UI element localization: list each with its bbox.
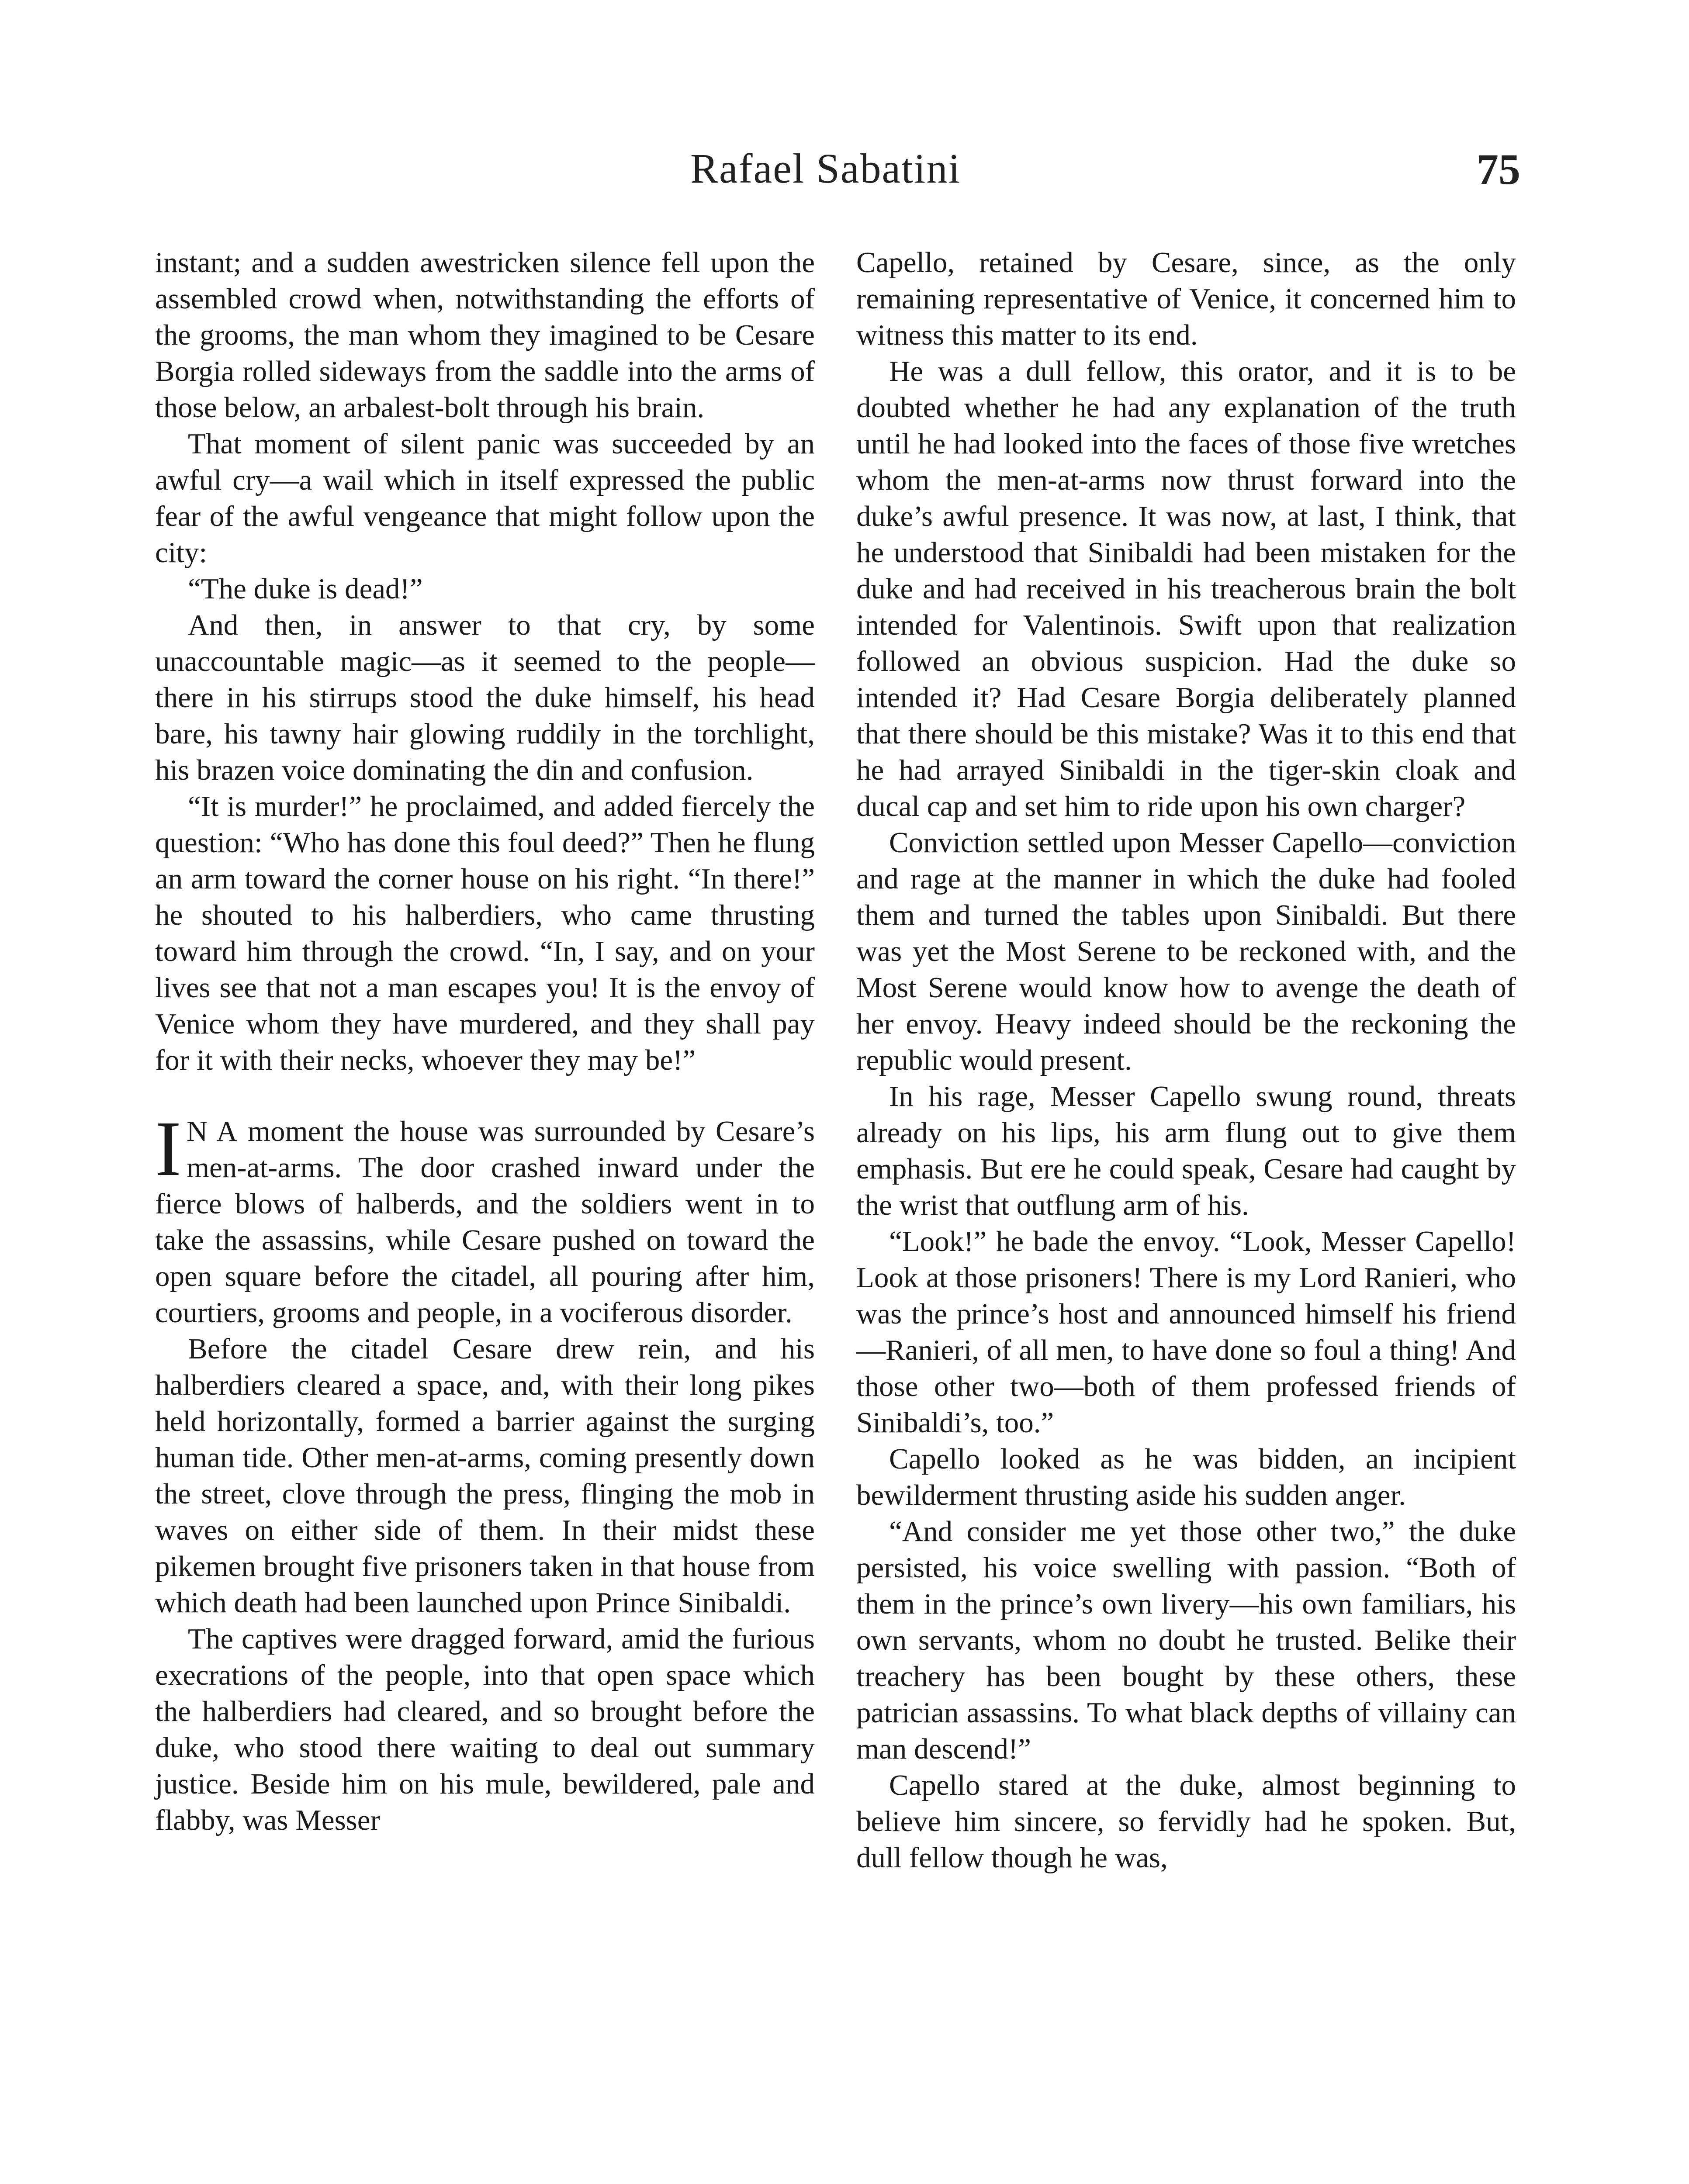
paragraph: That moment of silent panic was succeeded by an awful cry—a wail which in itself expressed the public fear of the awful vengeance that might follow upon the city: — [155, 428, 815, 569]
paragraph: In his rage, Messer Capello swung round, threats already on his lips, his arm flung out to give them emphasis. But ere he could speak, Cesare had caught by the wrist that outflung arm of his. — [856, 1080, 1516, 1221]
right-column — [856, 245, 1516, 1876]
paragraph: “Look!” he bade the envoy. “Look, Messer Capello! Look at those prisoners! There is my Lord Ranieri, who was the prince’s host and announced himself his friend—Ranieri, of all men, to have done so foul a thing! And those other two—both of them professed friends of Sinibaldi’s, too.” — [856, 1225, 1516, 1439]
page-number: 75 — [1477, 145, 1520, 194]
running-head: Rafael Sabatini — [690, 145, 961, 192]
paragraph: And then, in answer to that cry, by some unaccountable magic—as it seemed to the people—there in his stirrups stood the duke himself, his head bare, his tawny hair glowing ruddily in the torchlight, his brazen voice dominating the din and confusion. — [155, 609, 815, 786]
paragraph: instant; and a sudden awestricken silence fell upon the assembled crowd when, notwithstanding the efforts of the grooms, the man whom they imagined to be Cesare Borgia rolled sideways from the saddle into the arms of those below, an arbalest-bolt through his brain. — [155, 246, 815, 424]
paragraph: “The duke is dead!” — [188, 573, 423, 605]
paragraph: The captives were dragged forward, amid the furious execrations of the people, into that open space which the halberdiers had cleared, and so brought before the duke, who stood there waiting to deal out summary justice. Beside him on his mule, bewildered, pale and flabby, was Messer — [155, 1623, 815, 1836]
paragraph: “And consider me yet those other two,” the duke persisted, his voice swelling with passion. “Both of them in the prince’s own livery—his own familiars, his own servants, whom no doubt he trusted. Belike their treachery has been bought by these others, these patrician assassins. To what black depths of villainy can man descend!” — [856, 1515, 1516, 1765]
paragraph: Capello looked as he was bidden, an incipient bewilderment thrusting aside his sudden anger. — [856, 1443, 1516, 1511]
paragraph: Conviction settled upon Messer Capello—conviction and rage at the manner in which the duke had fooled them and turned the tables upon Sinibaldi. But there was yet the Most Serene to be reckoned with, and the Most Serene would know how to avenge the death of her envoy. Heavy indeed should be the reckoning the republic would present. — [856, 826, 1516, 1076]
paragraph: Capello, retained by Cesare, since, as the only remaining representative of Venice, it concerned him to witness this matter to its end. — [856, 246, 1516, 351]
paragraph: “It is murder!” he proclaimed, and added fiercely the question: “Who has done this foul deed?” Then he flung an arm toward the corner house on his right. “In there!” he shouted to his halberdiers, who came thrusting toward him through the crowd. “In, I say, and on your lives see that not a man escapes you! It is the envoy of Venice whom they have murdered, and they shall pay for it with their necks, whoever they may be!” — [155, 790, 815, 1076]
section-start-paragraph — [155, 1105, 815, 1331]
paragraph: Capello stared at the duke, almost beginning to believe him sincere, so fervidly had he spoken. But, dull fellow though he was, — [856, 1769, 1516, 1874]
drop-cap: I — [155, 1105, 181, 1192]
left-column — [155, 245, 815, 1838]
paragraph-text: moment the house was surrounded by Cesare’s men-at-arms. The door crashed inward under the fierce blows of halberds, and the soldiers went in to take the assassins, while Cesare pushed on toward the open square before the citadel, all pouring after him, courtiers, grooms and people, in a vociferous disorder. — [155, 1115, 815, 1329]
paragraph: Before the citadel Cesare drew rein, and his halberdiers cleared a space, and, with their long pikes held horizontally, formed a barrier against the surging human tide. Other men-at-arms, coming presently down the street, clove through the press, flinging the mob in waves on either side of them. In their midst these pikemen brought five prisoners taken in that house from which death had been launched upon Prince Sinibaldi. — [155, 1333, 815, 1619]
small-caps-lead: N A — [186, 1115, 238, 1147]
paragraph: He was a dull fellow, this orator, and it is to be doubted whether he had any explanation of the truth until he had looked into the faces of those five wretches whom the men-at-arms now thrust forward into the duke’s awful presence. It was now, at last, I think, that he understood that Sinibaldi had been mistaken for the duke and had received in his treacherous brain the bolt intended for Valentinois. Swift upon that realization followed an obvious suspicion. Had the duke so intended it? Had Cesare Borgia deliberately planned that there should be this mistake? Was it to this end that he had arrayed Sinibaldi in the tiger-skin cloak and ducal cap and set him to ride upon his own charger? — [856, 355, 1516, 822]
